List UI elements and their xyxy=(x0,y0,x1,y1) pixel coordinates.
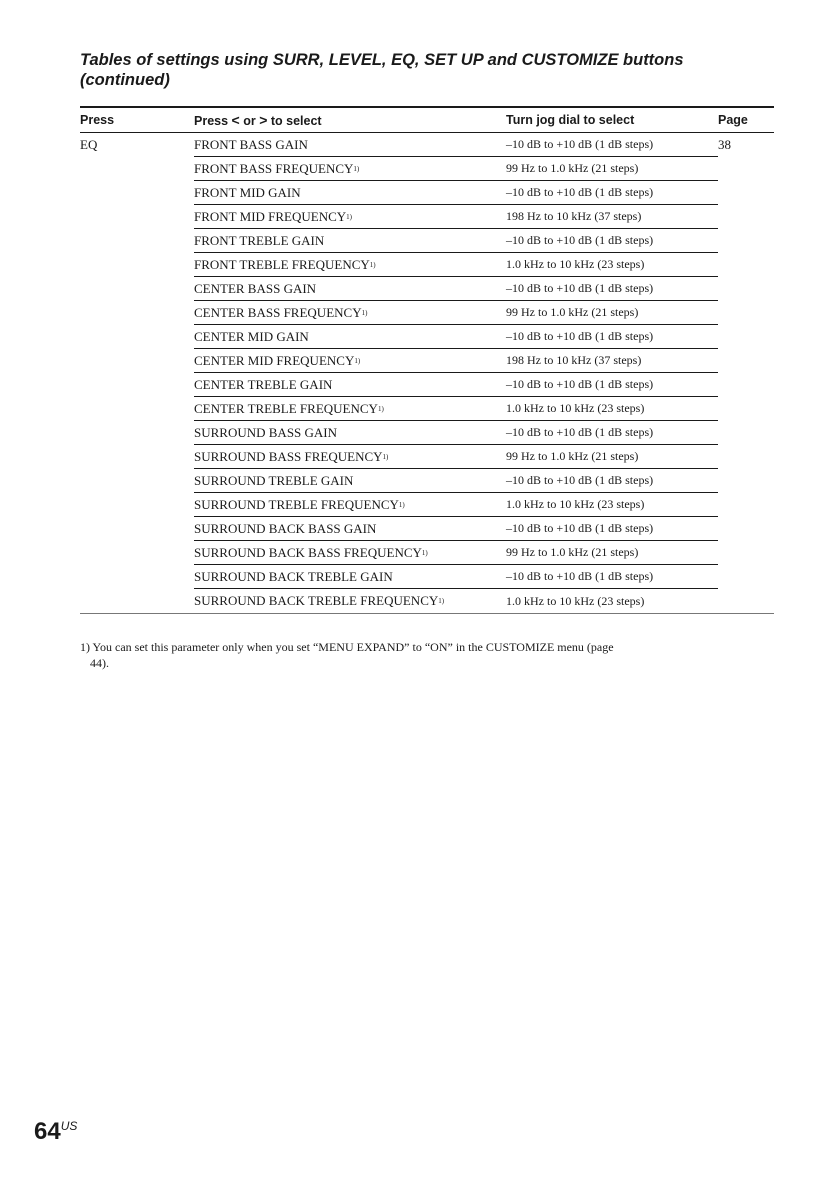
cell-parameter xyxy=(194,565,506,589)
header-select-prefix: Press xyxy=(194,114,229,128)
cell-value: –10 dB to +10 dB (1 dB steps) xyxy=(506,421,718,445)
parameter-name: CENTER MID GAIN xyxy=(194,328,309,344)
cell-parameter xyxy=(194,469,506,493)
header-select-suffix: to select xyxy=(270,114,322,128)
cell-parameter xyxy=(194,133,506,157)
parameter-name: CENTER MID FREQUENCY xyxy=(194,352,355,368)
cell-page xyxy=(718,157,774,181)
cell-page xyxy=(718,421,774,445)
cell-value: –10 dB to +10 dB (1 dB steps) xyxy=(506,565,718,589)
cell-value: 1.0 kHz to 10 kHz (23 steps) xyxy=(506,253,718,277)
cell-value: –10 dB to +10 dB (1 dB steps) xyxy=(506,229,718,253)
table-header-row xyxy=(80,108,774,133)
table-row xyxy=(80,349,774,373)
page-title-line-1: Tables of settings using SURR, LEVEL, EQ, SET UP and CUSTOMIZE buttons xyxy=(80,51,684,69)
header-select-or: or xyxy=(243,114,256,128)
cell-press xyxy=(80,469,194,493)
parameter-name: SURROUND TREBLE FREQUENCY xyxy=(194,496,399,512)
parameter-name: CENTER BASS GAIN xyxy=(194,280,317,296)
parameter-name: FRONT BASS GAIN xyxy=(194,136,308,152)
table-row xyxy=(80,421,774,445)
cell-press xyxy=(80,181,194,205)
parameter-name: CENTER TREBLE GAIN xyxy=(194,376,333,392)
cell-value: 99 Hz to 1.0 kHz (21 steps) xyxy=(506,445,718,469)
table-row xyxy=(80,205,774,229)
footnote-line-2: 44). xyxy=(90,656,109,670)
parameter-name: FRONT BASS FREQUENCY xyxy=(194,160,354,176)
cell-parameter: CENTER BASS FREQUENCY 1) xyxy=(194,301,506,325)
cell-parameter: SURROUND BACK TREBLE FREQUENCY 1) xyxy=(194,593,445,608)
table-row xyxy=(80,445,774,469)
cell-value: –10 dB to +10 dB (1 dB steps) xyxy=(506,469,718,493)
cell-press xyxy=(80,253,194,277)
cell-parameter: FRONT TREBLE FREQUENCY 1) xyxy=(194,253,506,277)
header-page: Page xyxy=(718,113,748,127)
cell-page: 38 xyxy=(718,137,731,152)
table-row xyxy=(80,373,774,397)
table-row xyxy=(80,133,774,157)
cell-press xyxy=(80,325,194,349)
table-row xyxy=(80,541,774,565)
table-row xyxy=(80,565,774,589)
cell-value: 99 Hz to 1.0 kHz (21 steps) xyxy=(506,157,718,181)
parameter-name: CENTER TREBLE FREQUENCY xyxy=(194,400,378,416)
parameter-name: SURROUND BASS GAIN xyxy=(194,424,338,440)
cell-press: EQ xyxy=(80,137,98,152)
cell-press xyxy=(80,373,194,397)
parameter-name: SURROUND BACK BASS FREQUENCY xyxy=(194,544,422,560)
cell-page xyxy=(718,205,774,229)
cell-press xyxy=(80,565,194,589)
cell-value: –10 dB to +10 dB (1 dB steps) xyxy=(506,325,718,349)
header-value: Turn jog dial to select xyxy=(506,113,635,127)
cell-value: –10 dB to +10 dB (1 dB steps) xyxy=(506,277,718,301)
table-row xyxy=(80,301,774,325)
footnote-line-1: 1) You can set this parameter only when you set “MENU EXPAND” to “ON” in the CUSTOMIZE menu (page xyxy=(80,640,614,654)
cell-press xyxy=(80,157,194,181)
cell-press xyxy=(80,421,194,445)
cell-press xyxy=(80,229,194,253)
cell-press xyxy=(80,541,194,565)
cell-press xyxy=(80,205,194,229)
cell-parameter: CENTER TREBLE FREQUENCY 1) xyxy=(194,397,506,421)
cell-page xyxy=(718,301,774,325)
cell-value: 1.0 kHz to 10 kHz (23 steps) xyxy=(506,593,645,608)
cell-value: 198 Hz to 10 kHz (37 steps) xyxy=(506,349,718,373)
cell-page xyxy=(718,589,774,613)
cell-press xyxy=(80,349,194,373)
cell-parameter xyxy=(194,517,506,541)
cell-page xyxy=(718,541,774,565)
cell-value: –10 dB to +10 dB (1 dB steps) xyxy=(506,373,718,397)
cell-page xyxy=(718,253,774,277)
parameter-name: SURROUND TREBLE GAIN xyxy=(194,472,354,488)
parameter-name: SURROUND BACK BASS GAIN xyxy=(194,520,377,536)
cell-parameter: SURROUND BASS FREQUENCY 1) xyxy=(194,445,506,469)
cell-page xyxy=(718,493,774,517)
table-body xyxy=(80,133,774,613)
parameter-name: SURROUND BACK TREBLE FREQUENCY xyxy=(194,593,439,608)
header-select xyxy=(194,112,506,128)
table-row xyxy=(80,181,774,205)
page-title xyxy=(80,50,780,90)
table-row xyxy=(80,469,774,493)
cell-value: 1.0 kHz to 10 kHz (23 steps) xyxy=(506,493,718,517)
cell-parameter: FRONT BASS FREQUENCY 1) xyxy=(194,157,506,181)
table-row xyxy=(80,253,774,277)
parameter-name: SURROUND BASS FREQUENCY xyxy=(194,448,383,464)
cell-page xyxy=(718,517,774,541)
table-row xyxy=(80,325,774,349)
cell-page xyxy=(718,373,774,397)
cell-parameter: SURROUND BACK BASS FREQUENCY 1) xyxy=(194,541,506,565)
cell-press xyxy=(80,277,194,301)
cell-parameter: SURROUND TREBLE FREQUENCY 1) xyxy=(194,493,506,517)
cell-value: –10 dB to +10 dB (1 dB steps) xyxy=(506,133,718,157)
parameter-name: FRONT MID FREQUENCY xyxy=(194,208,347,224)
page-number-value: 64 xyxy=(34,1118,61,1145)
left-arrow-icon: < xyxy=(231,112,240,128)
cell-value: 99 Hz to 1.0 kHz (21 steps) xyxy=(506,541,718,565)
footnote xyxy=(80,639,770,671)
cell-parameter xyxy=(194,325,506,349)
table-row xyxy=(80,493,774,517)
cell-page xyxy=(718,229,774,253)
header-press: Press xyxy=(80,113,115,127)
cell-press xyxy=(80,517,194,541)
cell-press xyxy=(80,493,194,517)
cell-page xyxy=(718,565,774,589)
table-row xyxy=(80,229,774,253)
table-row xyxy=(80,157,774,181)
table-row xyxy=(80,277,774,301)
cell-parameter xyxy=(194,277,506,301)
cell-parameter xyxy=(194,421,506,445)
cell-page xyxy=(718,325,774,349)
parameter-name: CENTER BASS FREQUENCY xyxy=(194,304,362,320)
cell-parameter: CENTER MID FREQUENCY 1) xyxy=(194,349,506,373)
right-arrow-icon: > xyxy=(259,112,268,128)
cell-parameter xyxy=(194,181,506,205)
cell-parameter xyxy=(194,373,506,397)
cell-page xyxy=(718,397,774,421)
cell-parameter xyxy=(194,229,506,253)
page-title-line-2: (continued) xyxy=(80,71,170,89)
cell-value: –10 dB to +10 dB (1 dB steps) xyxy=(506,181,718,205)
cell-page xyxy=(718,181,774,205)
cell-value: 99 Hz to 1.0 kHz (21 steps) xyxy=(506,301,718,325)
cell-page xyxy=(718,349,774,373)
cell-value: 198 Hz to 10 kHz (37 steps) xyxy=(506,205,718,229)
parameter-name: FRONT MID GAIN xyxy=(194,184,301,200)
cell-value: 1.0 kHz to 10 kHz (23 steps) xyxy=(506,397,718,421)
cell-page xyxy=(718,469,774,493)
page-number-suffix: US xyxy=(60,1119,78,1133)
cell-press xyxy=(80,397,194,421)
cell-page xyxy=(718,277,774,301)
parameter-name: FRONT TREBLE FREQUENCY xyxy=(194,256,370,272)
table-row xyxy=(80,517,774,541)
cell-press xyxy=(80,301,194,325)
cell-parameter: FRONT MID FREQUENCY 1) xyxy=(194,205,506,229)
settings-table xyxy=(80,106,774,614)
cell-value: –10 dB to +10 dB (1 dB steps) xyxy=(506,517,718,541)
cell-page xyxy=(718,445,774,469)
page-number xyxy=(34,1118,77,1146)
parameter-name: FRONT TREBLE GAIN xyxy=(194,232,325,248)
parameter-name: SURROUND BACK TREBLE GAIN xyxy=(194,568,393,584)
cell-press xyxy=(80,445,194,469)
table-row xyxy=(80,589,774,613)
cell-press xyxy=(80,589,194,613)
table-row xyxy=(80,397,774,421)
